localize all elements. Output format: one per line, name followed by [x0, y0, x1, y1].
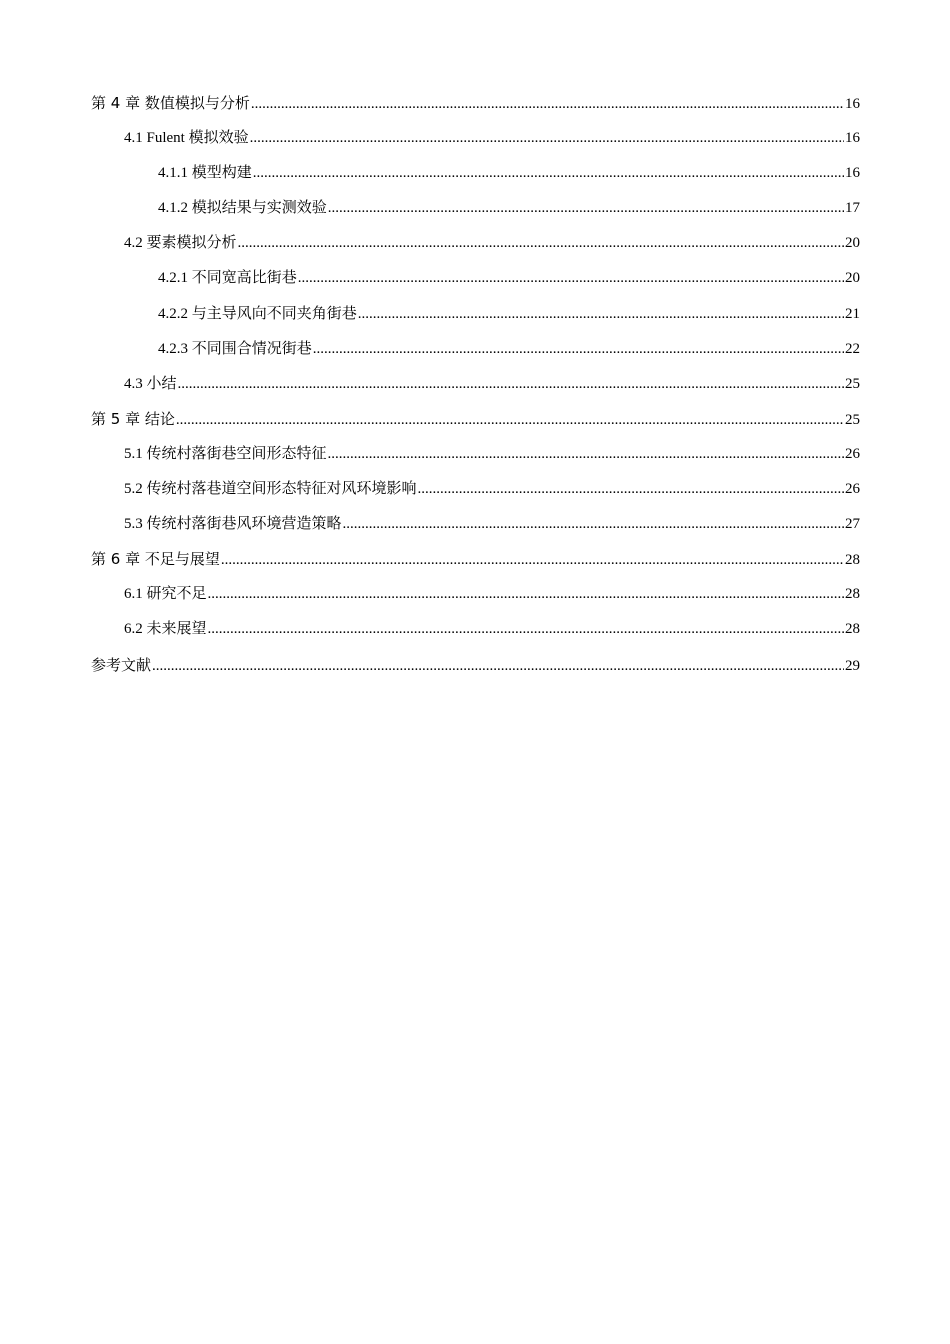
toc-entry-title: 参考文献 [91, 655, 152, 674]
toc-entry-title: 5.2 传统村落巷道空间形态特征对风环境影响 [124, 481, 417, 498]
toc-entry-page: 26 [845, 445, 860, 462]
toc-entry-6-1[interactable] [91, 577, 860, 612]
toc-entry-title: 4.2.2 与主导风向不同夹角街巷 [158, 305, 357, 322]
toc-entry-title: 4.2 要素模拟分析 [124, 235, 237, 252]
toc-entry-5-2[interactable] [91, 472, 860, 507]
toc-entry-4-1-1[interactable] [91, 156, 860, 191]
toc-entry-title: 4.2.1 不同宽高比街巷 [158, 270, 297, 287]
toc-entry-chapter-6[interactable] [91, 542, 860, 577]
toc-dot-leader [238, 226, 844, 261]
toc-dot-leader [328, 191, 844, 226]
toc-dot-leader [178, 367, 844, 402]
toc-entry-5-3[interactable] [91, 507, 860, 542]
toc-entry-4-1-2[interactable] [91, 191, 860, 226]
toc-entry-page: 27 [845, 516, 860, 533]
toc-dot-leader [250, 121, 844, 156]
toc-entry-title: 4.1.1 模型构建 [158, 165, 252, 182]
toc-entry-title: 第 6 章 不足与展望 [91, 550, 220, 569]
toc-dot-leader [176, 403, 844, 438]
toc-entry-page: 16 [845, 96, 860, 112]
toc-entry-title: 第 5 章 结论 [91, 409, 175, 428]
toc-dot-leader [221, 543, 844, 578]
toc-entry-page: 21 [845, 305, 860, 322]
toc-dot-leader [208, 612, 844, 647]
toc-dot-leader [343, 507, 844, 542]
toc-entry-page: 25 [845, 411, 860, 428]
toc-entry-title: 6.1 研究不足 [124, 586, 207, 603]
toc-entry-page: 29 [845, 657, 860, 674]
toc-dot-leader [358, 297, 844, 332]
toc-entry-page: 28 [845, 621, 860, 638]
toc-dot-leader [253, 156, 844, 191]
toc-dot-leader [418, 472, 844, 507]
toc-entry-chapter-5[interactable] [91, 402, 860, 437]
toc-entry-page: 22 [845, 340, 860, 357]
toc-dot-leader [313, 332, 844, 367]
toc-entry-title: 6.2 未来展望 [124, 621, 207, 638]
toc-entry-title: 4.1.2 模拟结果与实测效验 [158, 200, 327, 217]
toc-entry-4-2-2[interactable] [91, 297, 860, 332]
toc-entry-title: 4.1 Fulent 模拟效验 [124, 130, 249, 147]
toc-entry-page: 26 [845, 481, 860, 498]
toc-entry-4-2-1[interactable] [91, 261, 860, 296]
toc-entry-page: 16 [845, 130, 860, 147]
toc-entry-page: 20 [845, 270, 860, 287]
toc-entry-page: 28 [845, 552, 860, 569]
toc-dot-leader [328, 437, 844, 472]
toc-entry-5-1[interactable] [91, 437, 860, 472]
toc-entry-references[interactable] [91, 648, 860, 683]
toc-entry-4-3[interactable] [91, 367, 860, 402]
toc-dot-leader [298, 261, 844, 296]
toc-entry-page: 25 [845, 375, 860, 392]
toc-entry-4-2[interactable] [91, 226, 860, 261]
toc-entry-title: 第 4 章 数值模拟与分析 [91, 94, 250, 112]
toc-dot-leader [152, 649, 844, 684]
toc-dot-leader [251, 87, 844, 122]
toc-entry-title: 4.2.3 不同围合情况街巷 [158, 340, 312, 357]
toc-entry-page: 16 [845, 165, 860, 182]
toc-entry-chapter-4[interactable] [91, 86, 860, 121]
toc-entry-title: 5.3 传统村落街巷风环境营造策略 [124, 516, 342, 533]
toc-entry-4-1[interactable] [91, 121, 860, 156]
table-of-contents [91, 86, 860, 683]
toc-entry-6-2[interactable] [91, 612, 860, 647]
toc-entry-4-2-3[interactable] [91, 332, 860, 367]
toc-entry-page: 28 [845, 586, 860, 603]
toc-dot-leader [208, 577, 844, 612]
toc-entry-page: 17 [845, 200, 860, 217]
toc-entry-title: 4.3 小结 [124, 375, 177, 392]
toc-entry-page: 20 [845, 235, 860, 252]
toc-entry-title: 5.1 传统村落街巷空间形态特征 [124, 445, 327, 462]
